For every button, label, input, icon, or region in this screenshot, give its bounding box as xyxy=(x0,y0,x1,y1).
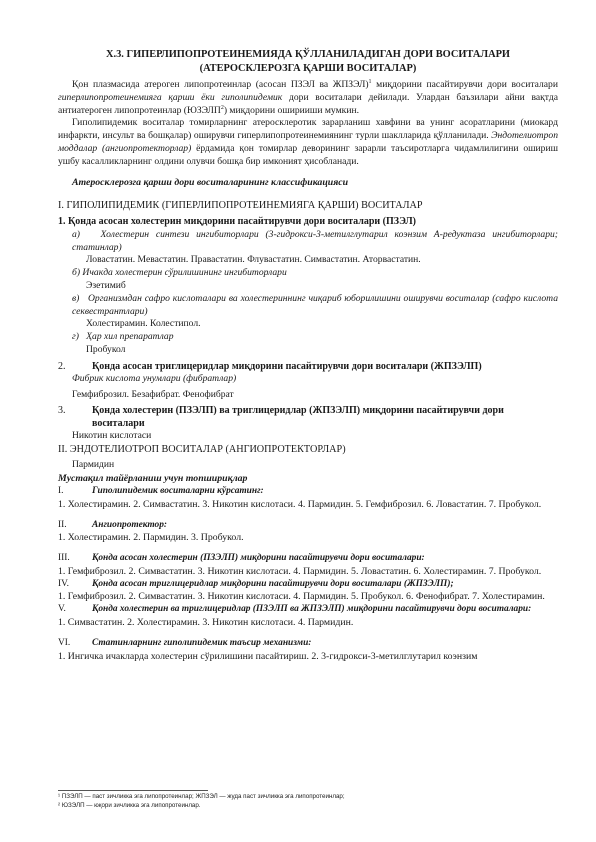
item-label: в) xyxy=(72,292,80,304)
section-1-heading: I. ГИПОЛИПИДЕМИК (ГИПЕРЛИПОПРОТЕИНЕМИЯГА ҚАРШИ) ВОСИТАЛАР xyxy=(58,200,423,212)
section-2-drug: Пармидин xyxy=(72,459,115,471)
group-1-b: б) Ичакда холестерин сўрилишининг ингибиторлари xyxy=(72,267,287,279)
intro-text: Қон плазмасида атероген липопротеинлар (асосан ПЗЭЛ ва ЖПЗЭЛ) xyxy=(72,79,369,90)
answer-3: 1. Гемфиброзил. 2. Симвастатин. 3. Никотин кислотаси. 4. Пармидин. 5. Ловастатин. 6. Холестирамин. 7. Пробукол. xyxy=(58,565,542,577)
group-2-drugs: Гемфиброзил. Безафибрат. Фенофибрат xyxy=(72,388,234,400)
group-3-drugs: Никотин кислотаси xyxy=(72,430,152,442)
question-number: IV. xyxy=(58,578,70,589)
answer-6: 1. Ингичка ичакларда холестерин сўрилишини пасайтириш. 2. 3-гидрокси-3-метилглутарил коэнзим xyxy=(58,650,478,662)
question-number: VI. xyxy=(58,638,71,648)
group-1-a-drugs: Ловастатин. Мевастатин. Правастатин. Флувастатин. Симвастатин. Аторвастатин. xyxy=(86,254,421,266)
intro-term: Эндотелиотроп моддалар (ангиопротекторлар) xyxy=(58,130,558,154)
question-text: Қонда асосан триглицеридлар миқдорини пасайтирувчи дори воситалари (ЖПЗЭЛП); xyxy=(92,578,454,589)
title-line-2: (АТЕРОСКЛЕРОЗГА ҚАРШИ ВОСИТАЛАР) xyxy=(199,63,417,74)
footnote-ref-1: 1 xyxy=(368,78,372,85)
footnote-ref-2: 2 xyxy=(220,104,224,111)
group-title: Қонда асосан триглицеридлар миқдорини пасайтирувчи дори воситалари (ЖПЗЭЛП) xyxy=(92,360,482,372)
classification-heading: Атеросклерозга қарши дори воситаларининг классификацияси xyxy=(72,176,349,188)
group-number: 3. xyxy=(58,405,66,417)
page-title xyxy=(58,48,558,76)
intro-term: гиперлипопротеинемияга қарши ёки гиполипидемик xyxy=(58,91,283,103)
answer-4: 1. Гемфиброзил. 2. Симвастатин. 3. Никотин кислотаси. 4. Пармидин. 5. Пробукол. 6. Фенофибрат. 7. Холестирамин. xyxy=(58,591,545,603)
intro-text: ) миқдорини оширииши мумкин. xyxy=(223,104,359,116)
group-2-heading xyxy=(58,360,558,373)
group-1-c xyxy=(58,293,558,319)
question-number: I. xyxy=(58,486,64,497)
question-number: II. xyxy=(58,519,67,530)
question-text: Қонда асосан холестерин (ПЗЭЛП) миқдорини пасайтирувчи дори воситалари: xyxy=(92,553,425,564)
group-number: 2. xyxy=(58,360,66,372)
item-text: Ҳар хил препаратлар xyxy=(86,331,174,343)
footnote-1: ¹ ПЗЭЛП — паст зичликка эга липопротеинлар; ЖПЗЭЛ — жуда паст зичликка эга липопротеинлар; xyxy=(58,793,345,800)
group-1-d-drugs: Пробукол xyxy=(86,344,126,356)
self-prep-heading: Мустақил тайёрланиш учун топшириқлар xyxy=(58,473,248,485)
question-5 xyxy=(58,603,558,616)
group-2-sub: Фибрик кислота унумлари (фибратлар) xyxy=(72,372,237,384)
answer-1: 1. Холестирамин. 2. Симвастатин. 3. Никотин кислотаси. 4. Пармидин. 5. Гемфиброзил. 6. Ловастатин. 7. Пробукол. xyxy=(58,498,542,510)
question-text: Гиполипидемик воситаларни кўрсатинг: xyxy=(92,486,264,497)
intro-paragraph-2 xyxy=(58,117,558,168)
section-2-heading: II. ЭНДОТЕЛИОТРОП ВОСИТАЛАР (АНГИОПРОТЕКТОРЛАР) xyxy=(58,444,346,456)
question-text: Ангиопротектор: xyxy=(92,519,168,530)
question-3 xyxy=(58,552,558,565)
question-number: V. xyxy=(58,604,66,615)
item-label: а) xyxy=(72,228,80,240)
question-text: Қонда холестерин ва триглицеридлар (ПЗЭЛП ва ЖПЗЭЛП) миқдорини пасайтирувчи дори воситалари: xyxy=(92,604,532,615)
group-1-heading: 1. Қонда асосан холестерин миқдорини пасайтирувчи дори воситалари (ПЗЭЛ) xyxy=(58,216,417,228)
question-2 xyxy=(58,519,558,532)
answer-5: 1. Симвастатин. 2. Холестирамин. 3. Никотин кислотаси. 4. Пармидин. xyxy=(58,617,354,628)
group-1-d xyxy=(58,331,558,344)
intro-text: дори воситалари дейилади. Улардан баъзилари айни вақтда антиатероген липопротеинлар (ЮЗЭЛП xyxy=(58,91,558,116)
intro-text: ёрдамида қон томирлар деворининг зарарли таъсиротларга чидамлилигини ошириш ушбу касалликларнинг олдини олувчи бошқа бир имконият ҳисобланади. xyxy=(58,142,558,167)
group-3-heading xyxy=(58,404,558,430)
intro-text: миқдорини пасайтирувчи дори воситалари xyxy=(371,79,558,90)
group-title: Қонда холестерин (ПЗЭЛП) ва триглицеридлар (ЖПЗЭЛП) миқдорини пасайтирувчи дори воситалари xyxy=(92,405,504,430)
item-text: Организмдан сафро кислоталари ва холестериннинг чиқариб юборилишини оширувчи воситалар (сафро кислота секвестрантлари) xyxy=(72,292,558,317)
footnote-2: ² ЮЗЭЛП — юқори зичликка эга липопротеинлар. xyxy=(58,801,201,809)
intro-text: Гиполипидемик воситалар томирларнинг атеросклеротик зарарланиш хавфини ва унинг асоратларини (миокард инфаркти, инсульт ва бошқалар) оширувчи гиперлипопротеинемиянинг турли шаклларида қўлланилади. xyxy=(58,117,558,142)
question-number: III. xyxy=(58,553,70,564)
group-1-b-drugs: Эзетимиб xyxy=(86,280,126,292)
question-text: Статинларнинг гиполипидемик таъсир механизми: xyxy=(92,638,312,648)
footnote-divider xyxy=(58,790,208,791)
footnotes xyxy=(58,790,558,810)
question-6 xyxy=(58,637,558,650)
group-1-a xyxy=(58,229,558,255)
question-4 xyxy=(58,578,558,591)
item-text: Холестерин синтези ингибиторлари (3-гидрокси-3-метилглутарил коэнзим А-редуктаза ингибиторлари; статинлар) xyxy=(72,228,558,253)
question-1 xyxy=(58,485,558,498)
group-1-c-drugs: Холестирамин. Колестипол. xyxy=(86,318,201,330)
item-label: г) xyxy=(72,331,79,343)
answer-2: 1. Холестирамин. 2. Пармидин. 3. Пробукол. xyxy=(58,532,244,544)
title-line-1: X.3. ГИПЕРЛИПОПРОТЕИНЕМИЯДА ҚЎЛЛАНИЛАДИГАН ДОРИ ВОСИТАЛАРИ xyxy=(105,49,511,60)
intro-paragraph-1 xyxy=(58,79,558,117)
